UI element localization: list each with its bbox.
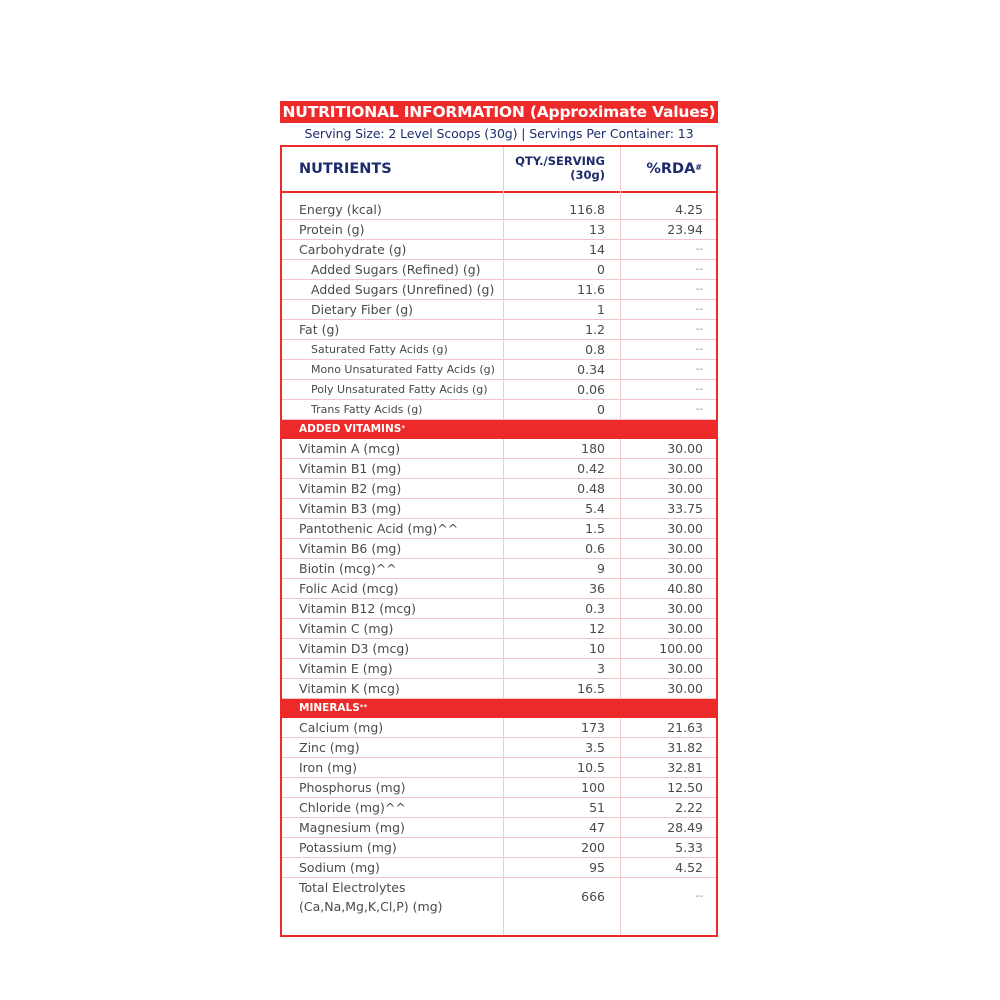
nutrient-name: Chloride (mg)^^ — [299, 800, 406, 815]
table-row — [282, 838, 716, 858]
qty-value: 10.5 — [577, 760, 605, 775]
rda-value: 4.52 — [675, 860, 703, 875]
nutrient-name: Sodium (mg) — [299, 860, 380, 875]
table-row — [282, 619, 716, 639]
nutrient-name: Biotin (mcg)^^ — [299, 561, 397, 576]
table-row — [282, 360, 716, 380]
total-name-line1: Total Electrolytes — [299, 880, 406, 895]
panel-title: NUTRITIONAL INFORMATION (Approximate Values) — [280, 101, 718, 123]
nutrient-name: Calcium (mg) — [299, 720, 384, 735]
section-added-vitamins — [282, 420, 716, 439]
qty-value: 100 — [581, 780, 605, 795]
qty-value: 200 — [581, 840, 605, 855]
rda-value: 30.00 — [667, 521, 703, 536]
table-row — [282, 479, 716, 499]
rda-value: 28.49 — [667, 820, 703, 835]
qty-value: 14 — [589, 242, 605, 257]
qty-value: 0.48 — [577, 481, 605, 496]
table-row — [282, 738, 716, 758]
nutrient-name: Vitamin A (mcg) — [299, 441, 401, 456]
rda-value: -- — [695, 304, 703, 315]
rda-value: 30.00 — [667, 461, 703, 476]
table-row — [282, 718, 716, 738]
rda-value: 30.00 — [667, 621, 703, 636]
rda-value: 30.00 — [667, 481, 703, 496]
nutrient-name: Vitamin K (mcg) — [299, 681, 400, 696]
nutrient-name: Pantothenic Acid (mg)^^ — [299, 521, 459, 536]
minerals-group — [282, 718, 716, 878]
nutrient-name: Trans Fatty Acids (g) — [311, 403, 423, 416]
qty-value: 47 — [589, 820, 605, 835]
rda-value: 30.00 — [667, 661, 703, 676]
qty-value: 16.5 — [577, 681, 605, 696]
qty-value: 666 — [581, 889, 605, 904]
qty-value: 0 — [597, 402, 605, 417]
rda-value: 5.33 — [675, 840, 703, 855]
header-qty — [504, 147, 621, 191]
qty-value: 0.6 — [585, 541, 605, 556]
table-row — [282, 798, 716, 818]
qty-value: 3.5 — [585, 740, 605, 755]
table-row — [282, 758, 716, 778]
table-row — [282, 280, 716, 300]
rda-value: 2.22 — [675, 800, 703, 815]
table-row — [282, 320, 716, 340]
total-name-line2: (Ca,Na,Mg,K,Cl,P) (mg) — [299, 899, 443, 914]
table-row — [282, 818, 716, 838]
rda-value: 31.82 — [667, 740, 703, 755]
qty-value: 36 — [589, 581, 605, 596]
table-row — [282, 300, 716, 320]
header-rda-label: %RDA — [646, 161, 696, 177]
qty-value: 173 — [581, 720, 605, 735]
nutrient-name: Folic Acid (mcg) — [299, 581, 399, 596]
table-row — [282, 220, 716, 240]
qty-value: 10 — [589, 641, 605, 656]
rda-value: -- — [695, 891, 703, 902]
table-row — [282, 599, 716, 619]
nutrient-name: Poly Unsaturated Fatty Acids (g) — [311, 383, 488, 396]
nutrient-name: Vitamin B12 (mcg) — [299, 601, 417, 616]
rda-value: -- — [695, 244, 703, 255]
nutrient-name: Protein (g) — [299, 222, 365, 237]
qty-value: 12 — [589, 621, 605, 636]
nutrient-name: Vitamin E (mg) — [299, 661, 393, 676]
nutrient-name: Saturated Fatty Acids (g) — [311, 343, 448, 356]
qty-value: 3 — [597, 661, 605, 676]
qty-value: 116.8 — [569, 202, 605, 217]
rda-value: -- — [695, 364, 703, 375]
qty-value: 0.06 — [577, 382, 605, 397]
table-row — [282, 659, 716, 679]
nutrient-name: Iron (mg) — [299, 760, 357, 775]
table-row-total-electrolytes — [282, 878, 716, 935]
nutrient-name: Added Sugars (Refined) (g) — [311, 262, 481, 277]
rda-value: -- — [695, 284, 703, 295]
nutrient-name: Vitamin B1 (mg) — [299, 461, 402, 476]
section-mark: ** — [359, 703, 368, 711]
nutrient-name: Potassium (mg) — [299, 840, 397, 855]
nutrient-name: Dietary Fiber (g) — [311, 302, 414, 317]
header-qty-line1: QTY./SERVING — [515, 154, 605, 168]
table-row — [282, 499, 716, 519]
table-row — [282, 579, 716, 599]
rda-value: 100.00 — [659, 641, 703, 656]
header-rda-mark: # — [695, 162, 702, 172]
table-row — [282, 858, 716, 878]
nutrient-name: Fat (g) — [299, 322, 340, 337]
table-row — [282, 400, 716, 420]
table-row — [282, 778, 716, 798]
rda-value: -- — [695, 324, 703, 335]
qty-value: 0 — [597, 262, 605, 277]
table-row — [282, 639, 716, 659]
rda-value: -- — [695, 264, 703, 275]
section-mark: * — [401, 424, 405, 432]
table-row — [282, 380, 716, 400]
nutrient-name: Vitamin B3 (mg) — [299, 501, 402, 516]
table-row — [282, 200, 716, 220]
rda-value: 32.81 — [667, 760, 703, 775]
qty-value: 0.8 — [585, 342, 605, 357]
rda-value: -- — [695, 404, 703, 415]
rda-value: 30.00 — [667, 541, 703, 556]
rda-value: 23.94 — [667, 222, 703, 237]
qty-value: 9 — [597, 561, 605, 576]
qty-value: 1.5 — [585, 521, 605, 536]
nutrient-name: Zinc (mg) — [299, 740, 360, 755]
rda-value: 33.75 — [667, 501, 703, 516]
nutrient-name: Vitamin B6 (mg) — [299, 541, 402, 556]
qty-value: 1.2 — [585, 322, 605, 337]
nutrition-panel — [280, 101, 718, 937]
nutrient-name: Added Sugars (Unrefined) (g) — [311, 282, 495, 297]
macros-group — [282, 200, 716, 420]
rda-value: 30.00 — [667, 441, 703, 456]
header-qty-line2: (30g) — [570, 168, 605, 182]
qty-value: 5.4 — [585, 501, 605, 516]
nutrition-table — [280, 145, 718, 937]
qty-value: 1 — [597, 302, 605, 317]
nutrient-name: Vitamin C (mg) — [299, 621, 394, 636]
qty-value: 180 — [581, 441, 605, 456]
qty-value: 95 — [589, 860, 605, 875]
nutrient-name: Vitamin B2 (mg) — [299, 481, 402, 496]
nutrient-name — [282, 878, 504, 935]
table-row — [282, 240, 716, 260]
qty-value: 11.6 — [577, 282, 605, 297]
table-row — [282, 439, 716, 459]
header-nutrients: NUTRIENTS — [299, 161, 392, 177]
table-row — [282, 679, 716, 699]
rda-value: 12.50 — [667, 780, 703, 795]
serving-info: Serving Size: 2 Level Scoops (30g) | Servings Per Container: 13 — [304, 126, 694, 141]
rda-value: 30.00 — [667, 681, 703, 696]
table-header — [282, 147, 716, 193]
nutrient-name: Vitamin D3 (mcg) — [299, 641, 410, 656]
table-row — [282, 260, 716, 280]
rda-value: 30.00 — [667, 601, 703, 616]
table-row — [282, 459, 716, 479]
section-label: ADDED VITAMINS — [299, 423, 402, 435]
table-row — [282, 340, 716, 360]
nutrient-name: Phosphorus (mg) — [299, 780, 406, 795]
table-row — [282, 539, 716, 559]
nutrient-name: Carbohydrate (g) — [299, 242, 407, 257]
nutrient-name: Energy (kcal) — [299, 202, 382, 217]
rda-value: -- — [695, 344, 703, 355]
header-rda — [621, 147, 716, 191]
rda-value: 30.00 — [667, 561, 703, 576]
qty-value: 13 — [589, 222, 605, 237]
qty-value: 0.42 — [577, 461, 605, 476]
rda-value: 4.25 — [675, 202, 703, 217]
section-minerals — [282, 699, 716, 718]
section-label: MINERALS — [299, 702, 360, 714]
nutrient-name: Magnesium (mg) — [299, 820, 405, 835]
rda-value: 40.80 — [667, 581, 703, 596]
qty-value: 0.3 — [585, 601, 605, 616]
table-row — [282, 559, 716, 579]
qty-value: 51 — [589, 800, 605, 815]
rda-value: -- — [695, 384, 703, 395]
rda-value: 21.63 — [667, 720, 703, 735]
table-row — [282, 519, 716, 539]
vitamins-group — [282, 439, 716, 699]
nutrient-name: Mono Unsaturated Fatty Acids (g) — [311, 363, 495, 376]
qty-value: 0.34 — [577, 362, 605, 377]
